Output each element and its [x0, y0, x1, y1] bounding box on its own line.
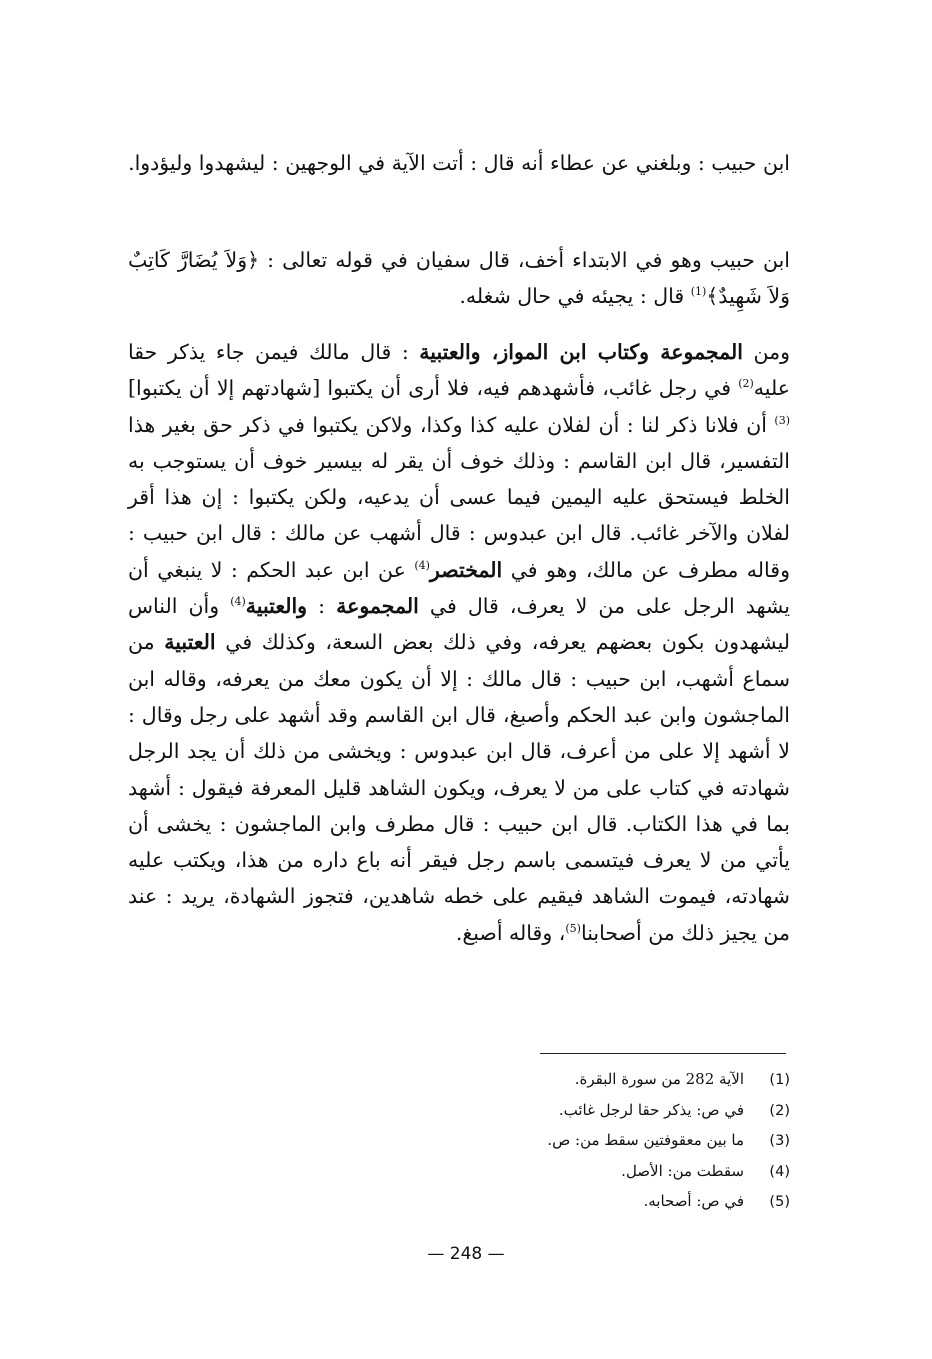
paragraph-1-text: ابن حبيب : وبلغني عن عطاء أنه قال : أتت الآية في الوجهين : ليشهدوا وليؤدوا. [128, 151, 790, 175]
footnote-item [430, 1064, 790, 1095]
bold-source-title: المجموعة [336, 594, 419, 619]
text-segment: أن فلانا ذكر لنا : أن لفلان عليه كذا وكذا، ولاكن يكتبوا في ذكر حق بغير هذا التفسير، قال ابن القاسم : وذلك خوف أن يقر له بيسير خوف أن يستوجب به الخلط فيستحق عليه اليمين فيما عسى أن يدعيه، ولكن يكتبوا : إن هذا أقر لفلان والآخر غائب. قال ابن عبدوس : قال أشهب عن مالك : قال ابن حبيب : وقاله مطرف عن مالك، وهو في [128, 412, 790, 582]
page-number: — 248 — [427, 1244, 505, 1264]
footnote-item [430, 1156, 790, 1187]
footnote-number: (5) [769, 1194, 790, 1210]
footnote-ref-2: (2) [738, 377, 754, 391]
paragraph-2-tail: قال : يجيئه في حال شغله. [459, 284, 691, 309]
bold-source-title: المختصر [429, 557, 503, 582]
footnote-divider [540, 1053, 786, 1054]
text-segment: : قال مالك فيمن جاء يذكر حقا عليه [128, 340, 790, 401]
footnotes-list [430, 1064, 790, 1217]
footnote-text: الآية 282 من سورة البقرة. [574, 1070, 744, 1088]
footnote-text: في ص: يذكر حقا لرجل غائب. [558, 1100, 744, 1119]
footnote-text: سقطت من: الأصل. [621, 1161, 744, 1180]
bold-source-title: المجموعة وكتاب ابن المواز، والعتبية [419, 340, 743, 364]
text-segment: وأن الناس ليشهدون بكون بعضهم يعرفه، وفي ذلك بعض السعة، وكذلك في [128, 594, 791, 655]
paragraph-2 [128, 242, 790, 315]
footnote-item [430, 1095, 790, 1126]
bold-source-title: العتبية [164, 630, 216, 655]
text-segment: في رجل غائب، فأشهدهم فيه، فلا أرى أن يكتبوا [شهادتهم إلا أن يكتبوا] [128, 376, 739, 401]
footnote-ref-4: (4) [414, 558, 430, 572]
bold-source-title: والعتبية [245, 594, 308, 619]
paragraph-1 [128, 145, 790, 181]
text-segment: من سماع أشهب، ابن حبيب : قال مالك : إلا أن يكون معك من يعرفه، وقاله ابن الماجشون وابن عبد الحكم وأصبغ، قال ابن القاسم وقد أشهد على رجل وقال : لا أشهد إلا على من أعرف، قال ابن عبدوس : ويخشى من ذلك أن يجد الرجل شهادته في كتاب على من لا يعرف، ويكون الشاهد قليل المعرفة فيقول : أشهد بما في هذا الكتاب. قال ابن حبيب : قال مطرف وابن الماجشون : يخشى أن يأتي من لا يعرف فيتسمى باسم رجل فيقر أنه باع داره من هذا، ويكتب عليه شهادته، فيموت الشاهد فيقيم على خطه شاهدين، فتجوز الشهادة، يريد : عند من يجيز ذلك من أصحابنا [128, 630, 790, 945]
footnote-ref-1: (1) [690, 285, 707, 299]
footnote-item [430, 1186, 790, 1217]
footnote-ref-3: (3) [774, 413, 790, 427]
footnote-number: (1) [769, 1072, 790, 1088]
paragraph-3 [128, 334, 790, 951]
footnote-number: (3) [769, 1133, 790, 1149]
footnote-number: (4) [769, 1163, 790, 1180]
text-segment: ومن [742, 340, 790, 364]
footnote-text: ما بين معقوفتين سقط من: ص. [547, 1131, 744, 1149]
text-segment: : [307, 594, 337, 619]
footnote-ref-5: (5) [565, 921, 581, 935]
text-segment: ، وقاله أصبغ. [455, 920, 566, 945]
footnote-number: (2) [769, 1102, 790, 1119]
paragraph-2-text: ابن حبيب وهو في الابتداء أخف، قال سفيان في قوله تعالى : ﴿وَلاَ يُضَارَّ كَاتِبٌ وَلاَ شَهِيدٌ﴾ [128, 248, 790, 309]
footnote-text: في ص: أصحابه. [643, 1192, 744, 1210]
footnote-item [430, 1125, 790, 1156]
footnote-ref-4b: (4) [230, 595, 246, 609]
text-segment: عن ابن عبد الحكم : لا ينبغي أن يشهد الرجل على من لا يعرف، قال في [128, 557, 790, 619]
